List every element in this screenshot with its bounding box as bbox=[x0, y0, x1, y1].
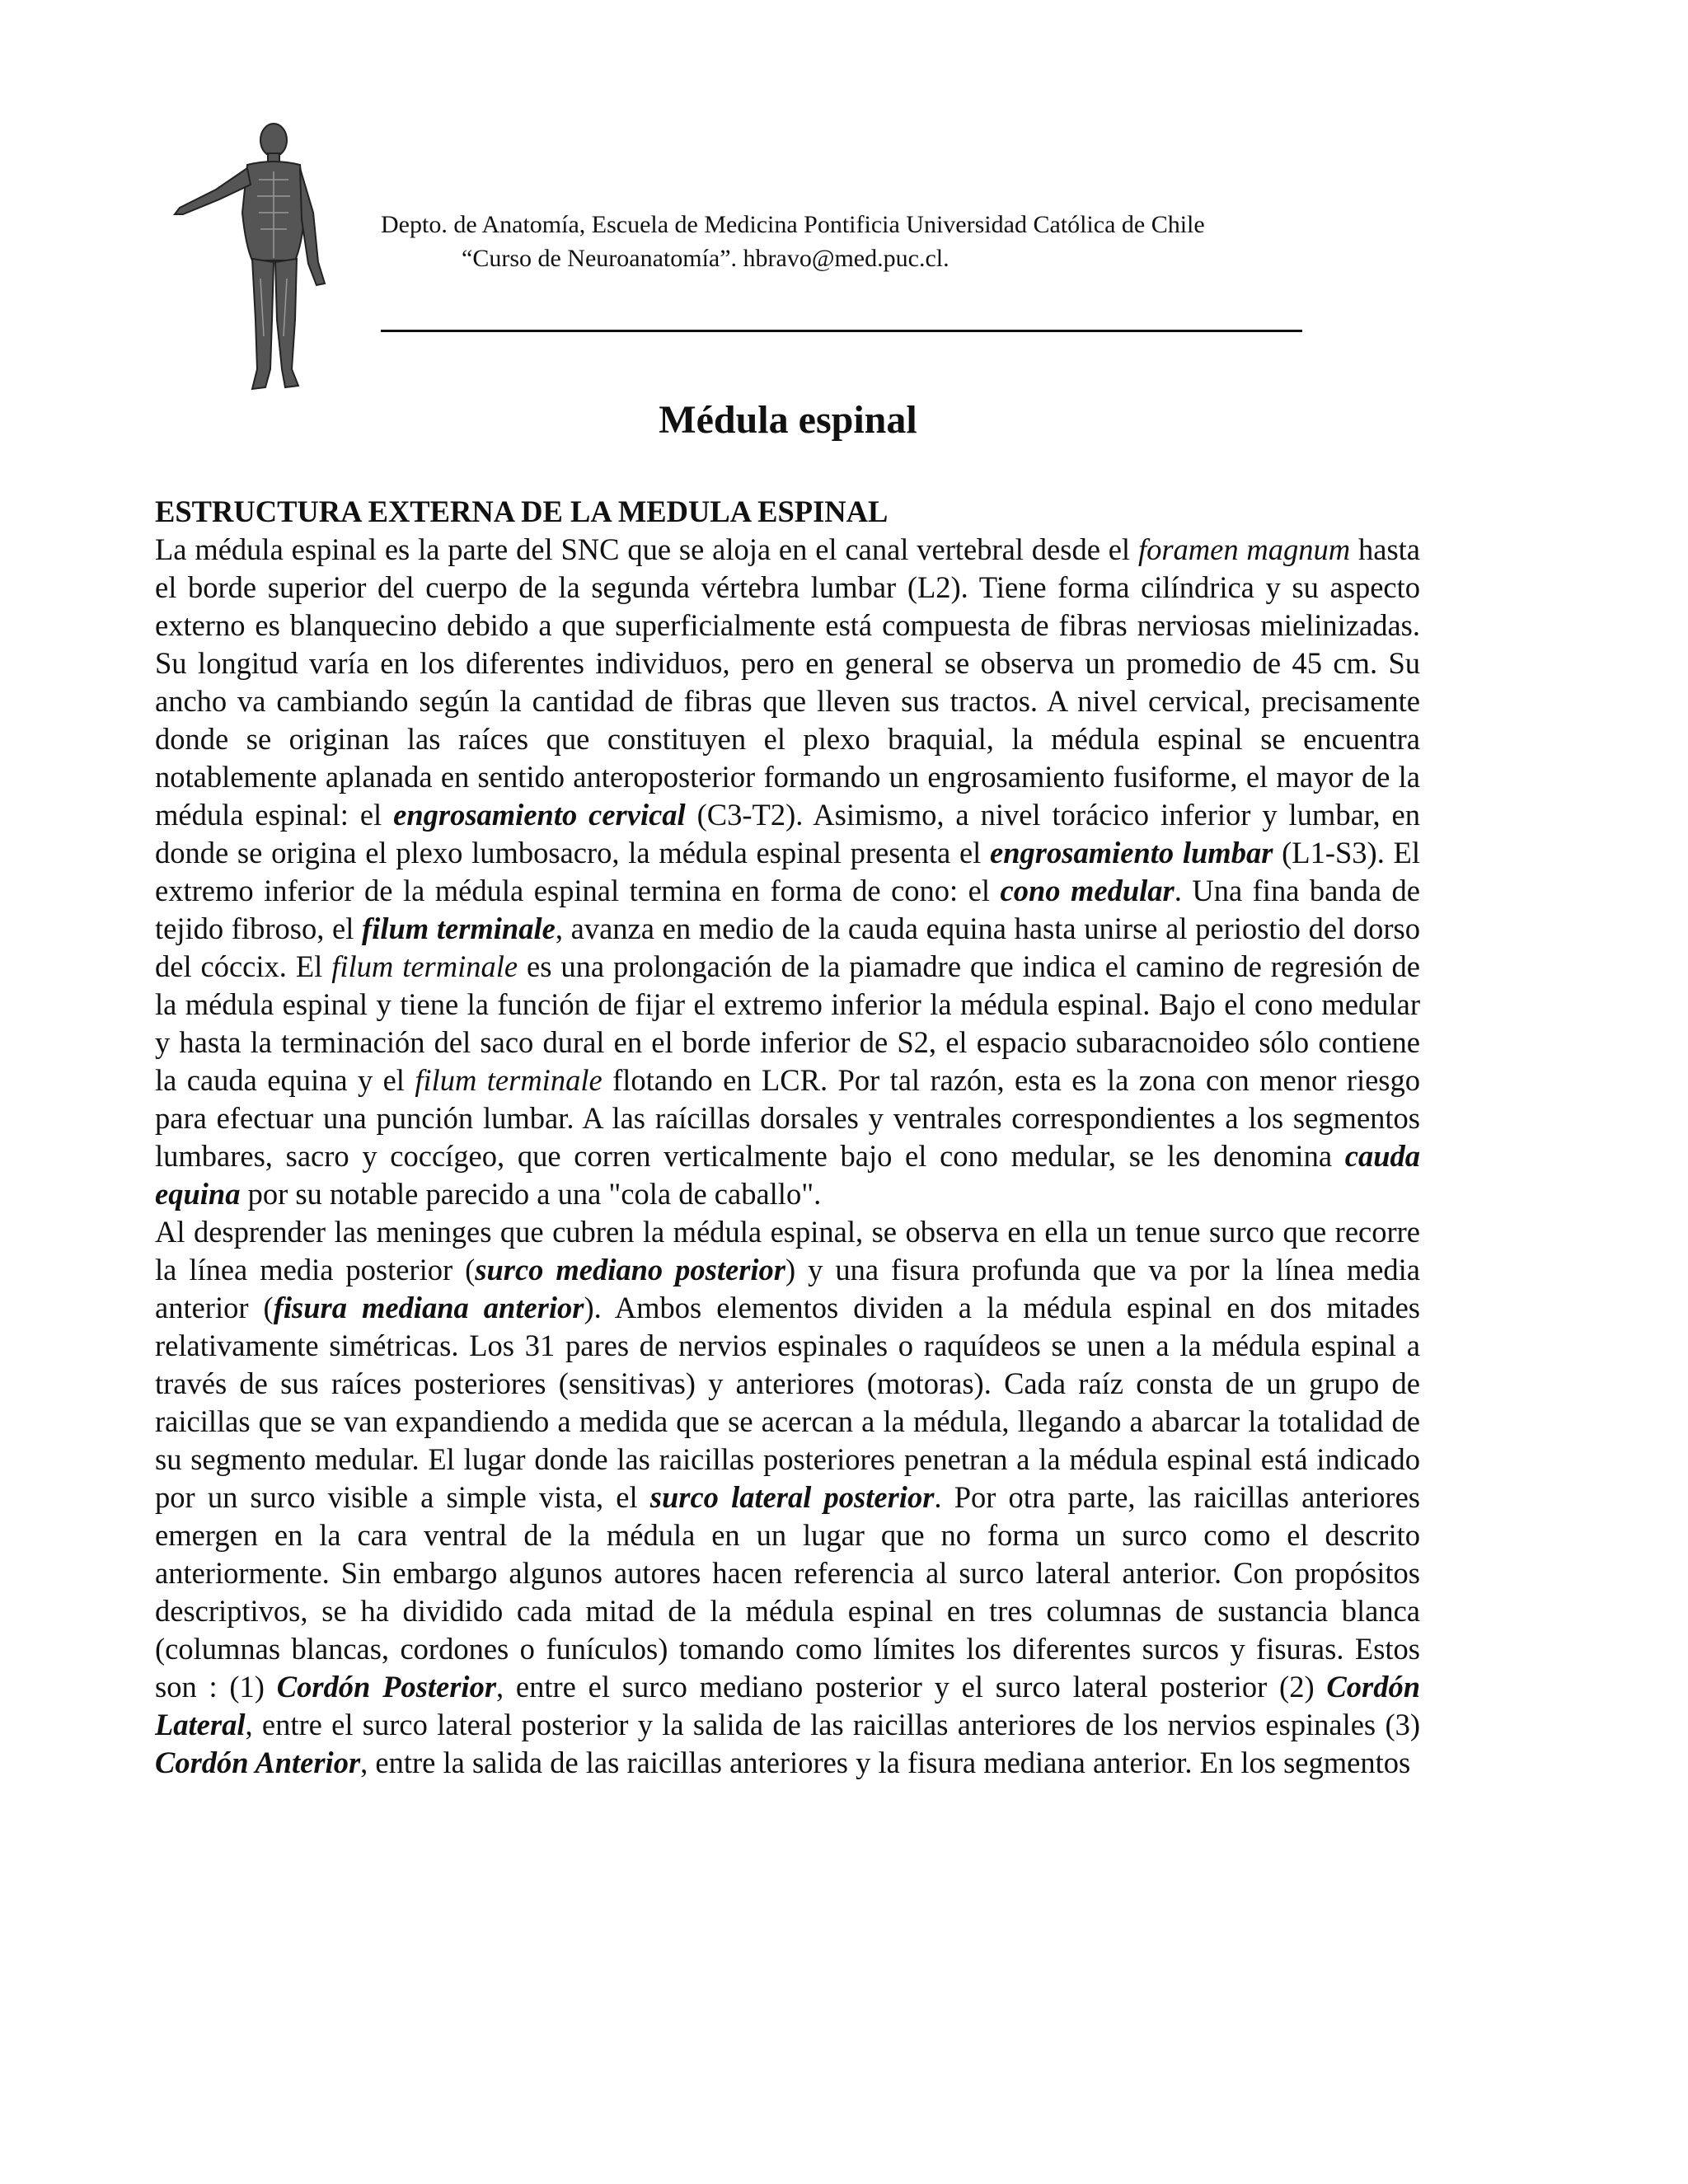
p2-segment: , entre el surco lateral posterior y la salida de las raicillas anteriores de los nervios espinales (3) bbox=[245, 1708, 1420, 1741]
p1-segment: (C3-T2). Asimismo, a nivel torácico inferior y lumbar, en donde se origina el plexo lumbosacro, la médula espinal presenta el bbox=[155, 798, 1420, 869]
p1-segment: filum terminale bbox=[362, 912, 556, 945]
p1-segment: engrosamiento cervical bbox=[393, 798, 686, 832]
paragraph-1 bbox=[155, 531, 1420, 1213]
p1-segment: engrosamiento lumbar bbox=[990, 836, 1273, 869]
p2-segment: ) y una fisura profunda que va por la línea media anterior ( bbox=[155, 1253, 1421, 1324]
paragraph-2 bbox=[155, 1213, 1420, 1782]
header-divider bbox=[381, 330, 1302, 332]
document-body bbox=[155, 493, 1420, 1782]
p1-segment: , avanza en medio de la cauda equina hasta unirse al periostio del dorso del cóccix. El bbox=[155, 912, 1420, 983]
p1-segment: . Una fina banda de tejido fibroso, el bbox=[155, 874, 1420, 945]
p2-segment: ). Ambos elementos dividen a la médula espinal en dos mitades relativamente simétricas. Los 31 pares de nervios espinales o raquídeos se unen a la médula espinal a través de sus raíces posteriores (sensitivas) y anteriores (motoras). Cada raíz consta de un grupo de raicillas que se van expandiendo a medida que se acercan a la médula, llegando a abarcar la totalidad de su segmento medular. El lugar donde las raicillas posteriores penetran a la médula espinal está indicado por un surco visible a simple vista, el bbox=[155, 1291, 1420, 1514]
anatomical-figure-illustration bbox=[150, 122, 340, 396]
p2-segment: Cordón Lateral bbox=[155, 1670, 1421, 1741]
p1-segment: (L1-S3). El extremo inferior de la médula espinal termina en forma de cono: el bbox=[155, 836, 1420, 907]
p1-segment: hasta el borde superior del cuerpo de la segunda vértebra lumbar (L2). Tiene forma cilíndrica y su aspecto externo es blanquecino debido a que superficialmente está compuesta de fibras nerviosas mielinizadas. Su longitud varía en los diferentes individuos, pero en general se observa un promedio de 45 cm. Su ancho va cambiando según la cantidad de fibras que lleven sus tractos. A nivel cervical, precisamente donde se originan las raíces que constituyen el plexo braquial, la médula espinal se encuentra notablemente aplanada en sentido anteroposterior formando un engrosamiento fusiforme, el mayor de la médula espinal: el bbox=[155, 532, 1420, 832]
p2-segment: , entre el surco mediano posterior y el surco lateral posterior (2) bbox=[496, 1670, 1327, 1704]
p2-segment: Cordón Anterior bbox=[155, 1746, 361, 1779]
p2-segment: Cordón Posterior bbox=[276, 1670, 497, 1704]
page-title: Médula espinal bbox=[659, 398, 917, 442]
p1-segment: foramen magnum bbox=[1137, 532, 1351, 566]
p2-segment: surco lateral posterior bbox=[649, 1480, 935, 1514]
p1-segment: La médula espinal es la parte del SNC que se aloja en el canal vertebral desde el bbox=[155, 532, 1138, 566]
p2-segment: . Por otra parte, las raicillas anteriores emergen en la cara ventral de la médula en un lugar que no forma un surco como el descrito anteriormente. Sin embargo algunos autores hacen referencia al surco lateral anterior. Con propósitos descriptivos, se ha dividido cada mitad de la médula espinal en tres columnas de sustancia blanca (columnas blancas, cordones o funículos) tomando como límites los diferentes surcos y fisuras. Estos son : (1) bbox=[155, 1480, 1420, 1704]
p1-segment: filum terminale bbox=[415, 1063, 603, 1097]
p1-segment: es una prolongación de la piamadre que indica el camino de regresión de la médula espinal y tiene la función de fijar el extremo inferior la médula espinal. Bajo el cono medular y hasta la terminación del saco dural en el borde inferior de S2, el espacio subaracnoideo sólo contiene la cauda equina y el bbox=[155, 949, 1421, 1097]
p2-segment: Al desprender las meninges que cubren la médula espinal, se observa en ella un tenue surco que recorre la línea media posterior ( bbox=[155, 1215, 1420, 1286]
header-course-contact: “Curso de Neuroanatomía”. hbravo@med.puc.cl. bbox=[462, 245, 950, 272]
p1-segment: filum terminale bbox=[331, 949, 518, 983]
p2-segment: fisura mediana anterior bbox=[273, 1291, 584, 1324]
header-institution: Depto. de Anatomía, Escuela de Medicina Pontificia Universidad Católica de Chile bbox=[381, 211, 1205, 238]
p1-segment: flotando en LCR. Por tal razón, esta es la zona con menor riesgo para efectuar una punción lumbar. A las raícillas dorsales y ventrales correspondientes a los segmentos lumbares, sacro y coccígeo, que corren verticalmente bajo el cono medular, se les denomina bbox=[155, 1063, 1421, 1173]
p1-segment: cauda equina bbox=[155, 1139, 1420, 1211]
section-heading: ESTRUCTURA EXTERNA DE LA MEDULA ESPINAL bbox=[155, 494, 889, 528]
p1-segment: por su notable parecido a una "cola de caballo". bbox=[240, 1177, 822, 1211]
p2-segment: surco mediano posterior bbox=[475, 1253, 786, 1286]
p1-segment: cono medular bbox=[1000, 874, 1175, 907]
p2-segment: , entre la salida de las raicillas anteriores y la fisura mediana anterior. En los segmentos bbox=[360, 1746, 1411, 1779]
